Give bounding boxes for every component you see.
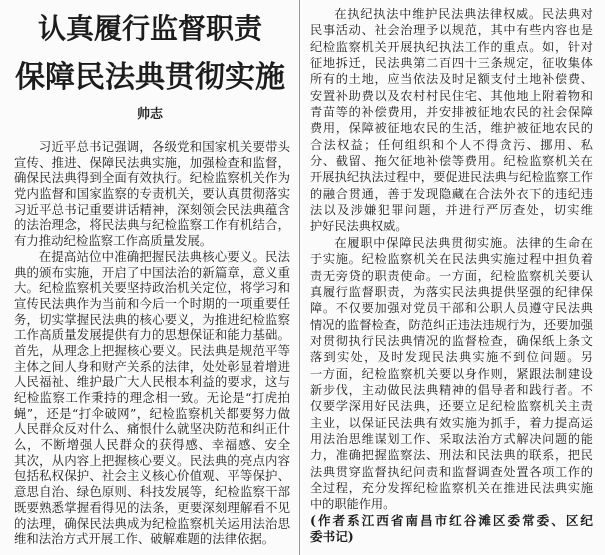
text-line: 么，不断增强人民群众的获得感、幸福感、安全 bbox=[14, 437, 290, 453]
text-line: 务，切实掌握民法典的核心要义，为推进纪检监察 bbox=[14, 311, 290, 327]
text-line: 所有的土地，应当依法及时足额支付土地补偿费、 bbox=[310, 72, 593, 87]
author-name: 帅志 bbox=[136, 107, 163, 122]
text-line: 新步伐，主动做民法典精神的倡导者和践行者。不 bbox=[310, 382, 593, 397]
text-line: 维和法治方式开展工作、破解难题的法律依据。 bbox=[14, 531, 275, 547]
text-line: 一方面，纪检监察机关要以身作则，紧跟法制建设 bbox=[310, 366, 593, 381]
text-line: 习近平总书记强调，各级党和国家机关要带头 bbox=[38, 139, 290, 154]
text-line: 于实施。纪检监察机关在民法典实施过程中担负着 bbox=[310, 252, 593, 267]
text-line: 的融合贯通，善于发现隐藏在合法外衣下的违纪违 bbox=[310, 186, 593, 201]
text-line: 合法权益；任何组织和个人不得贪污、挪用、私 bbox=[310, 137, 593, 152]
text-line: 有力推动纪检监察工作高质量发展。 bbox=[14, 233, 213, 249]
text-line: 障。不仅要加强对党员干部和公职人员遵守民法典 bbox=[310, 301, 593, 316]
text-line: 落到实处，及时发现民法典实施不到位问题。另 bbox=[310, 350, 593, 365]
text-line: 全过程，充分发挥纪检监察机关在推进民法典实施 bbox=[310, 480, 593, 495]
paragraph bbox=[14, 249, 290, 547]
paragraph bbox=[310, 235, 593, 513]
text-line: 情况的监督检查，防范纠正违法违规行为，还要加强 bbox=[310, 317, 593, 332]
text-line: 在执纪执法中维护民法典法律权威。民法典对 bbox=[334, 7, 593, 21]
text-line: 仅要学深用好民法典，还要立足纪检监察机关主责 bbox=[310, 399, 593, 414]
text-line: 对贯彻执行民法典情况的监督检查，确保纸上条文 bbox=[310, 333, 593, 348]
text-line: 党内监督和国家监察的专责机关，要认真贯彻落实 bbox=[14, 186, 290, 202]
text-line: 意思自治、绿色原则、科技发展等，纪检监察干部 bbox=[14, 484, 290, 500]
column-divider bbox=[299, 0, 300, 555]
text-line: 确保民法典得到全面有效执行。纪检监察机关作为 bbox=[14, 170, 290, 186]
text-line: 大。纪检监察机关要坚持政治机关定位，将学习和 bbox=[14, 280, 290, 296]
text-line: 征地拆迁，民法典第二百四十三条规定，征收集体 bbox=[310, 56, 593, 71]
text-line: 的法理，确保民法典成为纪检监察机关运用法治思 bbox=[14, 515, 290, 531]
text-line: 宣传、推进、保障民法典实施，加强检查和监督， bbox=[14, 154, 290, 170]
text-line: 青苗等的补偿费用，并安排被征地农民的社会保障 bbox=[310, 105, 593, 120]
text-line: (作者系江西省南昌市红谷滩区委常委、区纪 bbox=[310, 512, 593, 528]
author-note bbox=[310, 513, 593, 546]
headline-line-1: 认真履行监督职责 bbox=[37, 12, 262, 45]
text-line: 法以及涉嫌犯罪问题，并进行严厉查处，切实维 bbox=[310, 203, 593, 218]
right-column bbox=[310, 6, 593, 545]
text-line: 力，准确把握监察法、刑法和民法典的联系，把民 bbox=[310, 448, 593, 463]
text-line: 其次，从内容上把握核心要义。民法典的亮点内容 bbox=[14, 452, 290, 468]
text-line: 宣传民法典作为当前和今后一个时期的一项重要任 bbox=[14, 295, 290, 311]
text-line: 安置补助费以及农村村民住宅、其他地上附着物和 bbox=[310, 88, 593, 103]
text-line: 人民群众反对什么、痛恨什么就坚决防范和纠正什 bbox=[14, 421, 290, 437]
text-line: 人民福祉、维护最广大人民根本利益的要求，这与 bbox=[14, 374, 290, 390]
text-line: 护好民法典权威。 bbox=[310, 219, 408, 234]
text-line: 习近平总书记重要讲话精神，深刻领会民法典蕴含 bbox=[14, 201, 290, 217]
left-column bbox=[14, 139, 290, 547]
text-line: 中的职能作用。 bbox=[310, 497, 396, 512]
text-line: 在提高站位中准确把握民法典核心要义。民法 bbox=[38, 248, 290, 264]
headline-line-2: 保障民法典贯彻实施 bbox=[15, 60, 285, 95]
text-line: 民事活动、社会治理予以规范，其中有些内容也是 bbox=[310, 23, 593, 38]
text-line: 主业，以保证民法典有效实施为抓手，着力提高运 bbox=[310, 415, 593, 430]
paragraph bbox=[310, 6, 593, 235]
text-line: 法典贯穿监督执纪问责和监督调查处置各项工作的 bbox=[310, 464, 593, 479]
text-line: 包括私权保护、社会主义核心价值观、平等保护、 bbox=[14, 468, 290, 484]
text-line: 用法治思维谋划工作、采取法治方式解决问题的能 bbox=[310, 431, 593, 446]
text-line: 在履职中保障民法典贯彻实施。法律的生命在 bbox=[334, 235, 593, 250]
text-line: 纪检监察工作秉持的理念相一致。无论是“打虎拍 bbox=[14, 390, 290, 405]
text-line: 真履行监督职责，为落实民法典提供坚强的纪律保 bbox=[310, 284, 593, 299]
text-line: 开展执纪执法过程中，要促进民法典与纪检监察工作 bbox=[310, 170, 593, 185]
text-line: 委书记) bbox=[310, 529, 354, 544]
text-line: 责无旁贷的职责使命。一方面，纪检监察机关要认 bbox=[310, 268, 593, 283]
paragraph bbox=[14, 139, 290, 249]
text-line: 费用，保障被征地农民的生活，维护被征地农民的 bbox=[310, 121, 593, 136]
text-line: 蝇”，还是“打伞破网”，纪检监察机关都要努力做 bbox=[14, 405, 290, 421]
text-line: 既要熟悉掌握看得见的法条，更要深刻理解看不见 bbox=[14, 499, 290, 515]
text-line: 典的颁布实施，开启了中国法治的新篇章，意义重 bbox=[14, 264, 290, 280]
text-line: 分、截留、拖欠征地补偿等费用。纪检监察机关在 bbox=[310, 154, 593, 169]
text-line: 首先，从理念上把握核心要义。民法典是规范平等 bbox=[14, 342, 290, 358]
text-line: 的法治理念，将民法典与纪检监察工作有机结合， bbox=[14, 217, 290, 233]
text-line: 主体之间人身和财产关系的法律，处处彰显着增进 bbox=[14, 358, 290, 374]
text-line: 工作高质量发展提供有力的思想保证和能力基础。 bbox=[14, 327, 290, 343]
text-line: 纪检监察机关开展执纪执法工作的重点。如，针对 bbox=[310, 39, 593, 54]
